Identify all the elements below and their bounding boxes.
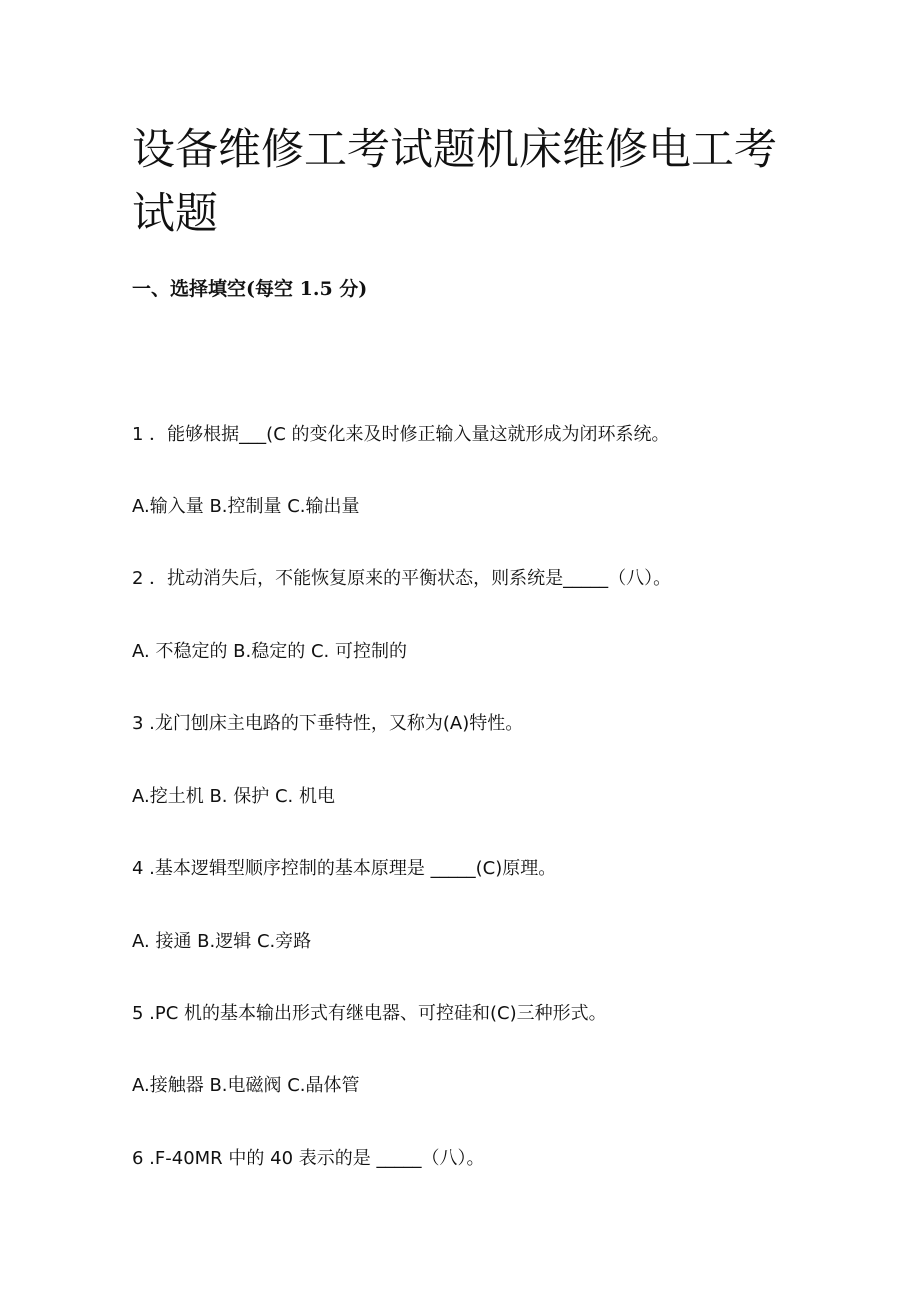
question-1: 1 ．能够根据___(C 的变化来及时修正输入量这就形成为闭环系统。 xyxy=(132,424,670,445)
question-4: 4 .基本逻辑型顺序控制的基本原理是 _____(C)原理。 xyxy=(132,858,557,879)
question-5-options: A.接触器 B.电磁阀 C.晶体管 xyxy=(132,1075,360,1096)
question-2: 2 ．扰动消失后，不能恢复原来的平衡状态，则系统是_____（八）。 xyxy=(132,568,672,589)
question-2-options: A. 不稳定的 B.稳定的 C. 可控制的 xyxy=(132,641,407,662)
question-6: 6 .F-40MR 中的 40 表示的是 _____（八）。 xyxy=(132,1148,485,1169)
section-heading: 一、选择填空(每空 1.5 分) xyxy=(132,278,368,300)
question-3-options: A.挖土机 B. 保护 C. 机电 xyxy=(132,786,335,807)
document-title: 设备维修工考试题机床维修电工考试题 xyxy=(132,125,777,239)
question-3: 3 .龙门刨床主电路的下垂特性，又称为(A)特性。 xyxy=(132,713,524,734)
question-1-options: A.输入量 B.控制量 C.输出量 xyxy=(132,496,360,517)
question-5: 5 .PC 机的基本输出形式有继电器、可控硅和(C)三种形式。 xyxy=(132,1003,607,1024)
question-4-options: A. 接通 B.逻辑 C.旁路 xyxy=(132,931,312,952)
